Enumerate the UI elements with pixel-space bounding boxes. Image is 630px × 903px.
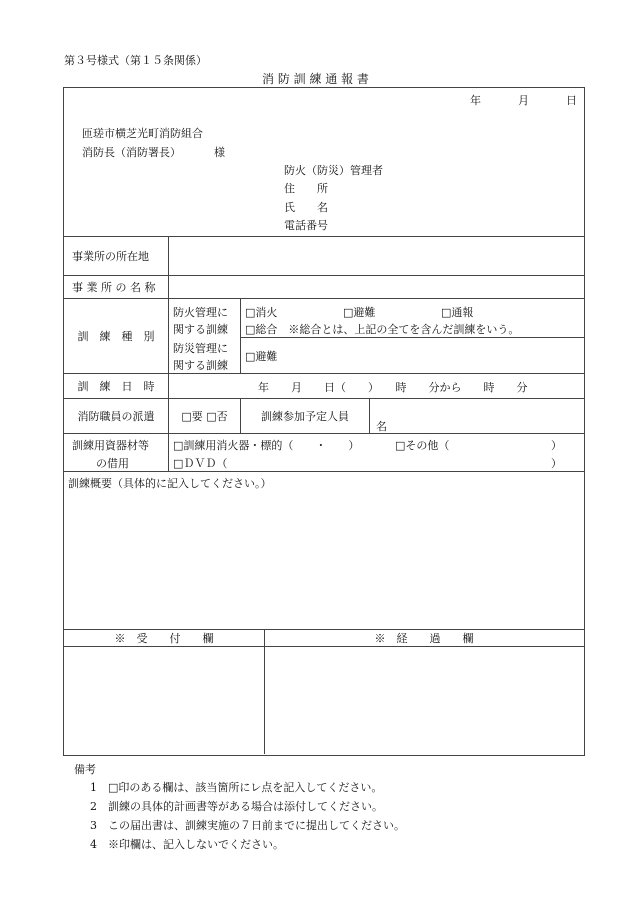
rule-h (64, 471, 584, 472)
summary-label: 訓練概要（具体的に記入してください。） (68, 477, 272, 490)
equipment-dvd-close: ） (551, 457, 562, 470)
reception-field (65, 647, 263, 753)
dispatch-options[interactable]: □要 □否 (181, 409, 228, 423)
notes-title: 備考 (74, 763, 96, 776)
fire-group-label-1: 防火管理に (173, 306, 228, 319)
rule-v (264, 629, 265, 754)
applicant-address-label: 住 所 (284, 182, 328, 195)
note-item: 3 この届出書は、訓練実施の７日前までに提出してください。 (90, 819, 405, 832)
disaster-group-label-1: 防災管理に (173, 342, 228, 355)
note-item: 4 ※印欄は、記入しないでください。 (90, 838, 284, 851)
applicant-role: 防火（防災）管理者 (284, 164, 383, 177)
addressee-org: 匝瑳市横芝光町消防組合 (82, 127, 203, 140)
applicant-name-label: 氏 名 (284, 201, 328, 214)
fire-evacuate-checkbox[interactable]: □避難 (343, 306, 376, 319)
rule-v (369, 398, 370, 433)
rule-h (240, 337, 584, 338)
addressee-honorific: 様 (214, 146, 225, 159)
business-name-field[interactable] (169, 276, 583, 297)
dispatch-label: 消防職員の派遣 (77, 409, 155, 423)
reception-header: ※ 受 付 欄 (114, 631, 214, 645)
disaster-evacuate-checkbox[interactable]: □避難 (245, 350, 278, 363)
equipment-other-checkbox[interactable]: □その他（ (395, 439, 450, 452)
summary-field[interactable] (65, 492, 583, 628)
equipment-label-1: 訓練用資器材等 (72, 439, 149, 452)
rule-v (240, 298, 241, 373)
progress-header: ※ 経 過 欄 (374, 631, 474, 645)
fire-extinguish-checkbox[interactable]: □消火 (245, 306, 278, 319)
date-day: 日 (566, 94, 577, 107)
fire-group-label-2: 関する訓練 (173, 323, 228, 336)
date-year: 年 (470, 94, 481, 107)
equipment-label-2: の借用 (96, 457, 129, 470)
note-item: 1 □印のある欄は、該当箇所にレ点を記入してください。 (90, 781, 383, 794)
date-month: 月 (518, 94, 529, 107)
progress-field (266, 647, 582, 753)
location-field[interactable] (169, 237, 583, 274)
datetime-label: 訓 練 日 時 (77, 379, 155, 393)
training-type-label: 訓 練 種 別 (77, 329, 155, 343)
participants-label: 訓練参加予定人員 (261, 409, 349, 423)
addressee-chief: 消防長（消防署長） (82, 146, 181, 159)
fire-report-checkbox[interactable]: □通報 (441, 306, 474, 319)
fire-combined-checkbox[interactable]: □総合 ※総合とは、上記の全てを含んだ訓練をいう。 (245, 323, 520, 336)
participants-unit: 名 (376, 420, 387, 433)
equipment-other-close: ） (551, 439, 562, 452)
notes-list (90, 779, 405, 855)
equipment-extinguisher-checkbox[interactable]: □訓練用消火器・標的（ ・ ） (173, 439, 360, 452)
form-title: 消 防 訓 練 通 報 書 (262, 72, 369, 86)
rule-h (64, 433, 584, 434)
equipment-dvd-checkbox[interactable]: □ＤＶＤ（ (173, 457, 228, 470)
disaster-group-label-2: 関する訓練 (173, 359, 228, 372)
location-label: 事業所の所在地 (72, 249, 149, 263)
datetime-field[interactable]: 年 月 日（ ） 時 分から 時 分 (258, 381, 528, 394)
form-number: 第３号様式（第１５条関係） (64, 54, 207, 67)
note-item: 2 訓練の具体的計画書等がある場合は添付してください。 (90, 800, 383, 813)
business-name-label: 事 業 所 の 名 称 (72, 280, 156, 294)
applicant-phone-label: 電話番号 (284, 219, 328, 232)
